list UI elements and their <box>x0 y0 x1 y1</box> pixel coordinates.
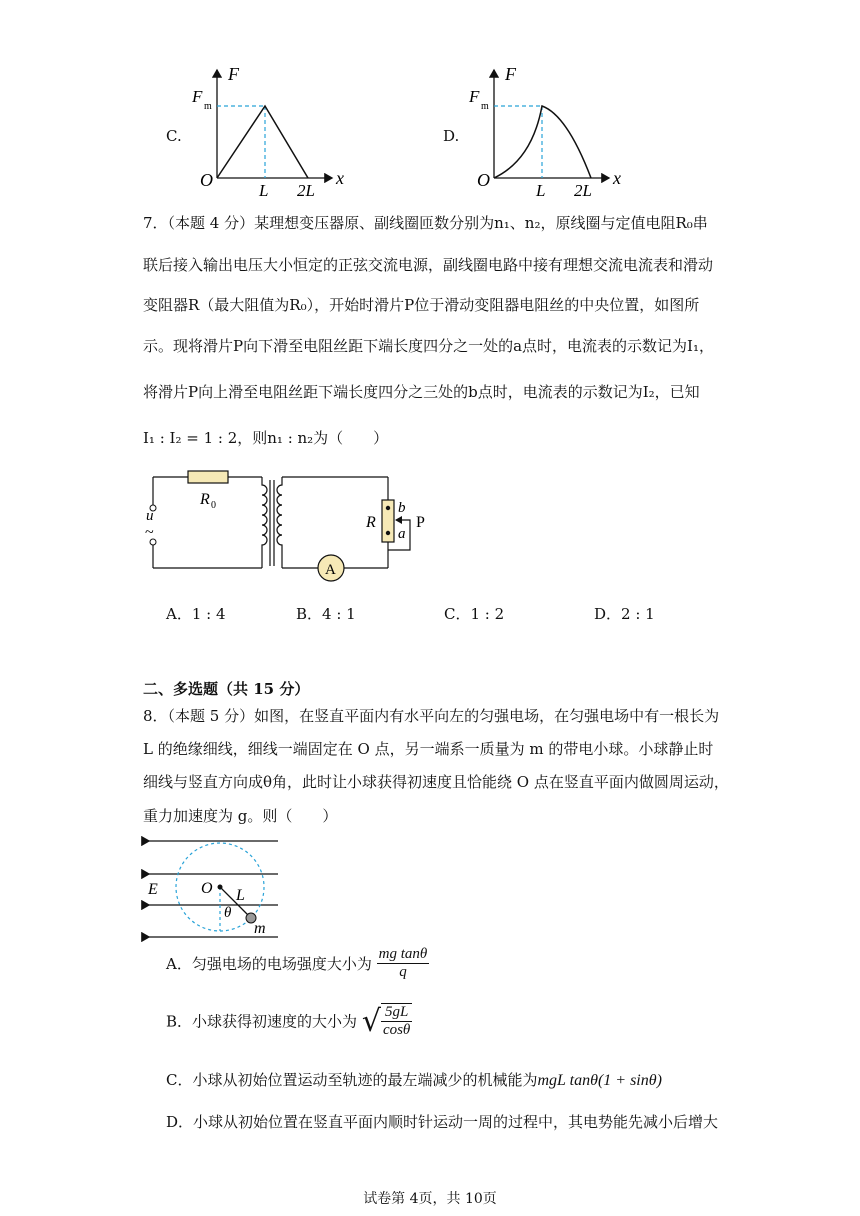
q7-option-c[interactable]: C．1 : 2 <box>444 605 505 623</box>
q8-option-d[interactable]: D．小球从初始位置在竖直平面内顺时针运动一周的过程中，其电势能先减小后增大 <box>166 1113 719 1131</box>
page-footer: 试卷第 4页，共 10页 <box>363 1191 497 1207</box>
svg-text:O: O <box>477 170 490 190</box>
q7-line-5: 将滑片P向上滑至电阻丝距下端长度四分之三处的b点时，电流表的示数记为I₂，已知 <box>143 383 700 401</box>
svg-text:P: P <box>416 514 425 531</box>
option-d-label: D. <box>443 127 460 145</box>
svg-text:L: L <box>536 181 546 200</box>
q8-line-4: 重力加速度为 g。则（ ） <box>143 807 338 825</box>
q8-option-b[interactable]: B．小球获得初速度的大小为 √ $\frac{5gL}{\cos\theta}$ <box>166 1003 411 1039</box>
svg-text:F: F <box>505 64 516 84</box>
q8-line-1: 8．（本题 5 分）如图，在竖直平面内有水平向左的匀强电场，在匀强电场中有一根长为 <box>143 707 720 725</box>
svg-text:m: m <box>254 920 266 937</box>
graph-c <box>190 60 365 200</box>
tick-2l: 2L <box>297 181 315 200</box>
svg-text:2L: 2L <box>574 181 592 200</box>
tick-l: L <box>259 181 269 200</box>
electric-field-figure <box>140 832 290 944</box>
q7-line-3: 变阻器R（最大阻值为R₀），开始时滑片P位于滑动变阻器电阻丝的中央位置，如图所 <box>143 296 700 314</box>
section-2-title: 二、多选题（共 15 分） <box>143 680 310 698</box>
svg-text:F: F <box>469 87 480 106</box>
svg-text:A: A <box>325 562 336 578</box>
svg-text:u: u <box>146 508 154 524</box>
svg-text:θ: θ <box>224 905 232 921</box>
transformer-circuit <box>140 460 450 585</box>
svg-text:R: R <box>200 491 210 508</box>
q8-option-a[interactable]: A．匀强电场的电场强度大小为 $\frac{\text{mg tanθ}}{q}$ <box>166 946 428 980</box>
fraction-a: $\frac{\text{mg tanθ}}{q}$ <box>378 946 428 980</box>
q8-option-c[interactable]: C．小球从初始位置运动至轨迹的最左端减少的机械能为mgL tanθ(1 + sinθ) <box>166 1071 662 1089</box>
q7-line-1: 7．（本题 4 分）某理想变压器原、副线圈匝数分别为n₁、n₂，原线圈与定值电阻R₀串 <box>143 214 708 232</box>
axis-x-label: x <box>336 168 344 188</box>
svg-text:m: m <box>481 101 489 112</box>
axis-f-label: F <box>228 64 239 84</box>
svg-text:x: x <box>613 168 621 188</box>
svg-text:E: E <box>148 881 158 898</box>
svg-text:b: b <box>398 500 406 516</box>
svg-text:R: R <box>366 514 376 531</box>
q8-line-2: L 的绝缘细线，细线一端固定在 O 点，另一端系一质量为 m 的带电小球。小球静止时 <box>143 740 714 758</box>
svg-text:~: ~ <box>145 524 154 541</box>
sqrt-icon: √ <box>361 1003 381 1039</box>
svg-text:L: L <box>236 887 245 904</box>
svg-text:a: a <box>398 526 406 542</box>
q8-line-3: 细线与竖直方向成θ角，此时让小球获得初速度且恰能绕 O 点在竖直平面内做圆周运动， <box>143 773 729 791</box>
option-c-label: C. <box>166 127 182 145</box>
graph-d <box>467 60 642 200</box>
fm-label: F <box>192 87 203 106</box>
fraction-b: $\frac{5gL}{\cos\theta}$ <box>382 1004 411 1038</box>
q7-line-6: I₁ : I₂ = 1 : 2，则n₁ : n₂为（ ） <box>143 429 389 447</box>
svg-text:0: 0 <box>211 500 216 511</box>
q7-option-a[interactable]: A．1 : 4 <box>166 605 226 623</box>
svg-text:O: O <box>201 880 213 897</box>
resistor-r0 <box>188 471 228 483</box>
q7-option-b[interactable]: B．4 : 1 <box>296 605 356 623</box>
origin-label: O <box>200 170 213 190</box>
q7-line-2: 联后接入输出电压大小恒定的正弦交流电源，副线圈电路中接有理想交流电流表和滑动 <box>143 256 714 274</box>
q7-line-4: 示。现将滑片P向下滑至电阻丝距下端长度四分之一处的a点时，电流表的示数记为I₁， <box>143 337 714 355</box>
fm-sub: m <box>204 101 212 112</box>
q7-option-d[interactable]: D．2 : 1 <box>594 605 655 623</box>
